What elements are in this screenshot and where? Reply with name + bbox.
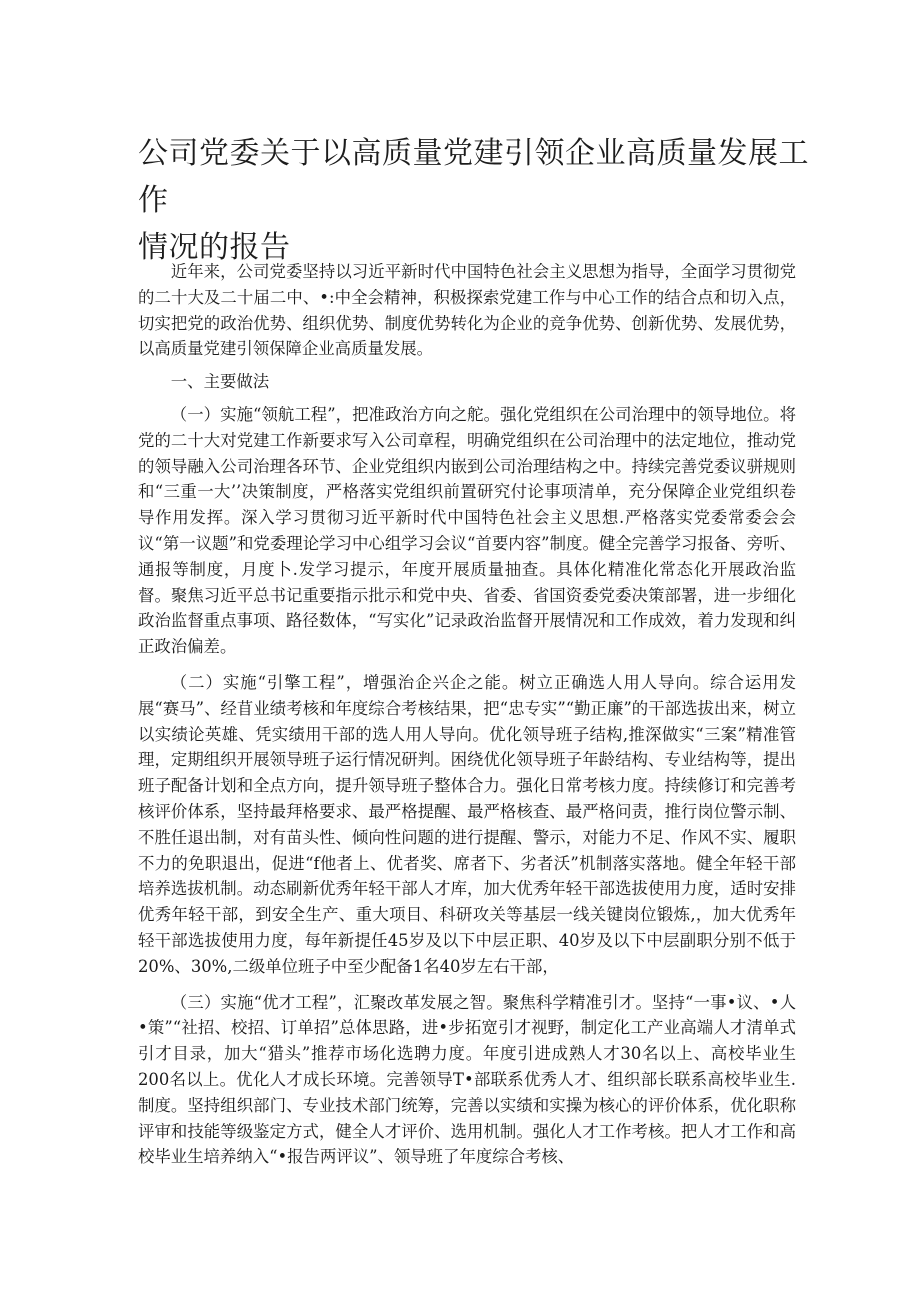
document-body — [138, 259, 796, 1170]
section-paragraph-2: （二）实施“引擎工程”，增强治企兴企之能。树立正确选人用人导向。综合运用发展“赛马”、经苜业绩考核和年度综合考核结果，把“忠专实”“勤正廉”的干部选拔出来，树立以实绩论英雄、凭实绩用干部的选人用人导向。优化领导班子结构,推深做实“三案”精准管理，定期组织开展领导班子运行情况研判。困绕优化领导班子年龄结构、专业结构等，提出班子配备计划和全点方向，提升领导班子整体合力。强化日常考核力度。持续修订和完善考核评价体系，坚持最拜格要求、最严格提醒、最严格核查、最严格问责，推行岗位警示制、不胜任退出制，对有苗头性、倾向性问题的进行提醒、警示，对能力不足、作风不实、履职不力的免职退出，促进“f他者上、优者奖、席者下、劣者沃”机制落实落地。健全年轻干部培养选拔机制。动态刷新优秀年轻干部人才库，加大优秀年轻干部选拔使用力度，适时安排优秀年轻干部，到安全生产、重大项目、科研攻关等基层一线关键岗位锻炼,，加大优秀年轻干部选拔使用力度，每年新提任45岁及以下中层正职、40岁及以下中层副职分别不低于20%、30%,二级单位班子中至少配备1名40岁左右干部， — [138, 672, 796, 976]
section-paragraph-3: （三）实施“优才工程”，汇聚改革发展之智。聚焦科学精准引才。坚持“一事•议、•人•策”“社招、校招、订单招”总体思路，进•步拓宽引才视野，制定化工产业高端人才清单式引才目录，加大“猎头”推荐市场化选聘力度。年度引进成熟人才30名以上、高校毕业生200名以上。优化人才成长环境。完善领导T•部联系优秀人才、组织部长联系高校毕业生.制度。坚持组织部门、专业技术部门统筹，完善以实绩和实操为核心的评价体系，优化职称评审和技能等级鉴定方式，健全人才评价、选用机制。强化人才工作考核。把人才工作和高校毕业生培养纳入“•报告两评议”、领导班了年度综合考核、 — [138, 992, 796, 1167]
document-title — [138, 130, 818, 271]
intro-paragraph: 近年来，公司党委坚持以习近平新时代中国特色社会主义思想为指导，全面学习贯彻党的二十大及二十届二中、•:中全会精神，积极探索党建工作与中心工作的结合点和切入点，切实把党的政治优势、组织优势、制度优势转化为企业的竞争优势、创新优势、发展优势，以高质量党建引领保障企业高质量发展。 — [138, 262, 796, 359]
title-line-1: 公司党委关于以高质量党建引领企业高质量发展工作 — [138, 136, 809, 218]
title-line-2: 情况的报告 — [138, 230, 291, 265]
section-paragraph-1: （一）实施“领航工程”，把准政治方向之舵。强化党组织在公司治理中的领导地位。将党的二十大对党建工作新要求写入公司章程，明确党组织在公司治理中的法定地位，推动党的领导融入公司治理各环节、企业党组织内嵌到公司治理结构之中。持续完善党委议骈规则和“三重一大’’决策制度，严格落实党组织前置研究付论事项清单，充分保障企业党组织卷导作用发挥。深入学习贯彻习近平新时代中国特色社会主义思想.严格落实党委常委会会议“第一议题”和党委理论学习中心组学习会议“首要内容”制度。健全完善学习报备、旁听、通报等制度，月度卜.发学习提示，年度开展质量抽查。具体化精准化常态化开展政治监督。聚焦习近平总书记重要指示批示和党中央、省委、省国资委党委决策部署，进一步细化政治监督重点事项、路径数体，“写实化”记录政治监督开展情况和工作成效，着力发现和纠正政治偏差。 — [138, 404, 796, 657]
section-heading: 一、主要做法 — [170, 372, 270, 392]
